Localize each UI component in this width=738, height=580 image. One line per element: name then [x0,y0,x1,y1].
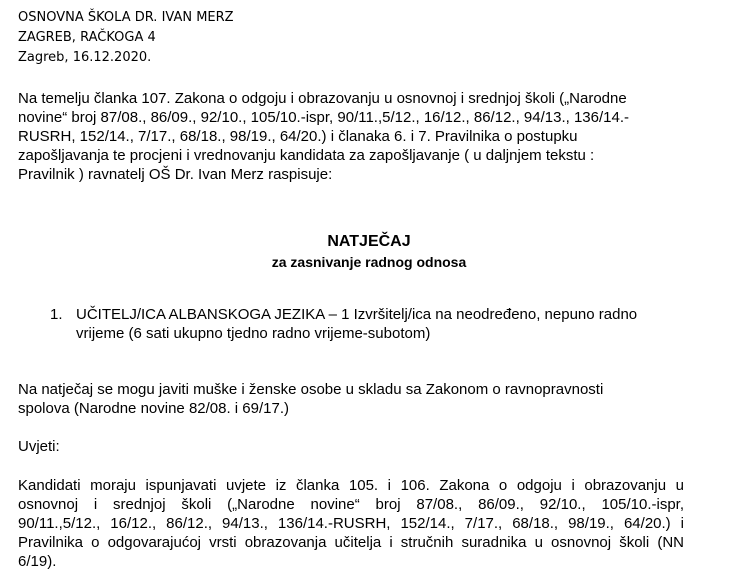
conditions-line: Kandidati moraju ispunjavati uvjete iz članka 105. i 106. Zakona o odgoju i obrazovanju u [18,477,684,494]
intro-line: novine“ broj 87/08., 86/09., 92/10., 105/10.-ispr, 90/11.,5/12., 16/12., 86/12., 94/13., 136/14.- [18,109,629,126]
school-header [18,8,234,68]
conditions-line: osnovnoj i srednjoj školi („Narodne novine“ broj 87/08., 86/09., 92/10., 105/10.-ispr, [18,496,684,513]
intro-paragraph [18,89,686,184]
document-title: NATJEČAJ [327,233,411,250]
conditions-heading [18,437,686,456]
equality-line: spolova (Narodne novine 82/08. i 69/17.) [18,400,290,417]
conditions-line: 6/19). [18,553,57,570]
list-number: 1. [50,306,63,323]
school-address: ZAGREB, RAČKOGA 4 [18,30,156,45]
conditions-paragraph [18,476,684,571]
position-line: vrijeme (6 sati ukupno tjedno radno vrijeme-subotom) [76,325,431,342]
intro-line: Na temelju članka 107. Zakona o odgoju i obrazovanju u osnovnoj i srednjoj školi („Narodne [18,90,627,107]
school-name: OSNOVNA ŠKOLA DR. IVAN MERZ [18,10,234,25]
position-line: UČITELJ/ICA ALBANSKOGA JEZIKA – 1 Izvršitelj/ica na neodređeno, nepuno radno [76,306,638,323]
document-date: Zagreb, 16.12.2020. [18,50,152,65]
intro-line: Pravilnik ) ravnatelj OŠ Dr. Ivan Merz raspisuje: [18,166,333,183]
conditions-heading-text: Uvjeti: [18,438,60,455]
conditions-line: Pravilnika o odgovarajućoj vrsti obrazovanja učitelja i stručnih suradnika u osnovnoj školi (NN [18,534,684,551]
intro-line: zapošljavanja te procjeni i vrednovanju kandidata za zapošljavanje ( u daljnjem tekstu : [18,147,595,164]
document-subtitle: za zasnivanje radnog odnosa [271,254,467,270]
equality-paragraph [18,380,686,418]
position-description [76,305,637,343]
intro-line: RUSRH, 152/14., 7/17., 68/18., 98/19., 64/20.) i članaka 6. i 7. Pravilnika o postupku [18,128,578,145]
conditions-line: 90/11.,5/12., 16/12., 86/12., 94/13., 136/14.-RUSRH, 152/14., 7/17., 68/18., 98/19., 64/20.) i [18,515,684,532]
equality-line: Na natječaj se mogu javiti muške i ženske osobe u skladu sa Zakonom o ravnopravnosti [18,381,604,398]
